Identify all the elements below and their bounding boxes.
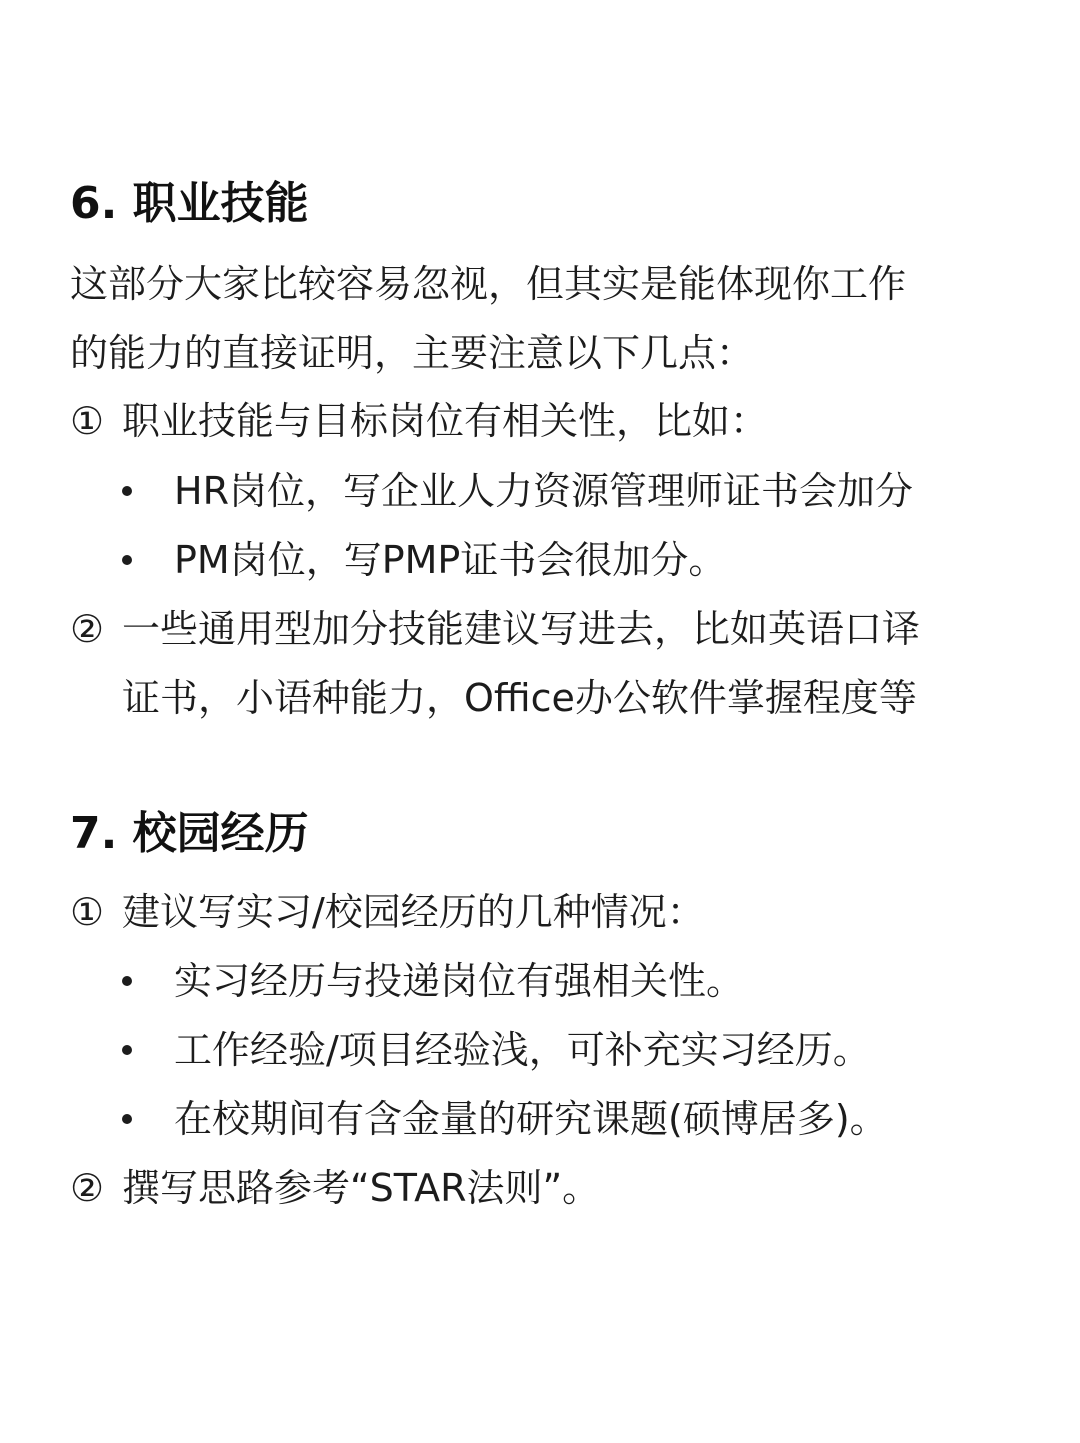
bullet-dot-icon bbox=[122, 486, 132, 496]
section-7-bullet-1: 实习经历与投递岗位有强相关性。 bbox=[174, 959, 745, 1003]
bullet-dot-icon bbox=[122, 1114, 132, 1124]
section-7-point-2-text: 撰写思路参考“STAR法则”。 bbox=[122, 1166, 601, 1210]
section-7-point-1 bbox=[70, 886, 705, 938]
section-6-intro-line-1: 这部分大家比较容易忽视，但其实是能体现你工作 bbox=[70, 262, 907, 306]
bullet-dot-icon bbox=[122, 1045, 132, 1055]
bullet-dot-icon bbox=[122, 976, 132, 986]
section-6-intro-line-2: 的能力的直接证明，主要注意以下几点： bbox=[70, 331, 755, 375]
section-7-bullet-2: 工作经验/项目经验浅，可补充实习经历。 bbox=[174, 1028, 871, 1072]
section-6-bullet-2: PM岗位，写PMP证书会很加分。 bbox=[174, 538, 727, 582]
bullet-dot-icon bbox=[122, 555, 132, 565]
section-7-point-1-text: 建议写实习/校园经历的几种情况： bbox=[122, 890, 705, 934]
section-6-point-2-line-2: 证书，小语种能力，Office办公软件掌握程度等 bbox=[122, 676, 917, 720]
section-6-point-1 bbox=[70, 395, 768, 447]
section-7-bullet-3: 在校期间有含金量的研究课题(硕博居多)。 bbox=[174, 1097, 888, 1141]
circled-number-1: ① bbox=[70, 890, 105, 934]
section-6-title: 6. 职业技能 bbox=[70, 178, 309, 229]
section-6-point-2-text: 一些通用型加分技能建议写进去，比如英语口译 bbox=[122, 607, 921, 651]
circled-number-2: ② bbox=[70, 607, 105, 651]
circled-number-2: ② bbox=[70, 1166, 105, 1210]
section-6-point-1-text: 职业技能与目标岗位有相关性，比如： bbox=[122, 399, 769, 443]
section-7-title: 7. 校园经历 bbox=[70, 808, 309, 859]
section-6-bullet-1: HR岗位，写企业人力资源管理师证书会加分 bbox=[174, 469, 913, 513]
section-6-point-2 bbox=[70, 603, 920, 655]
section-7-point-2 bbox=[70, 1162, 600, 1214]
circled-number-1: ① bbox=[70, 399, 105, 443]
